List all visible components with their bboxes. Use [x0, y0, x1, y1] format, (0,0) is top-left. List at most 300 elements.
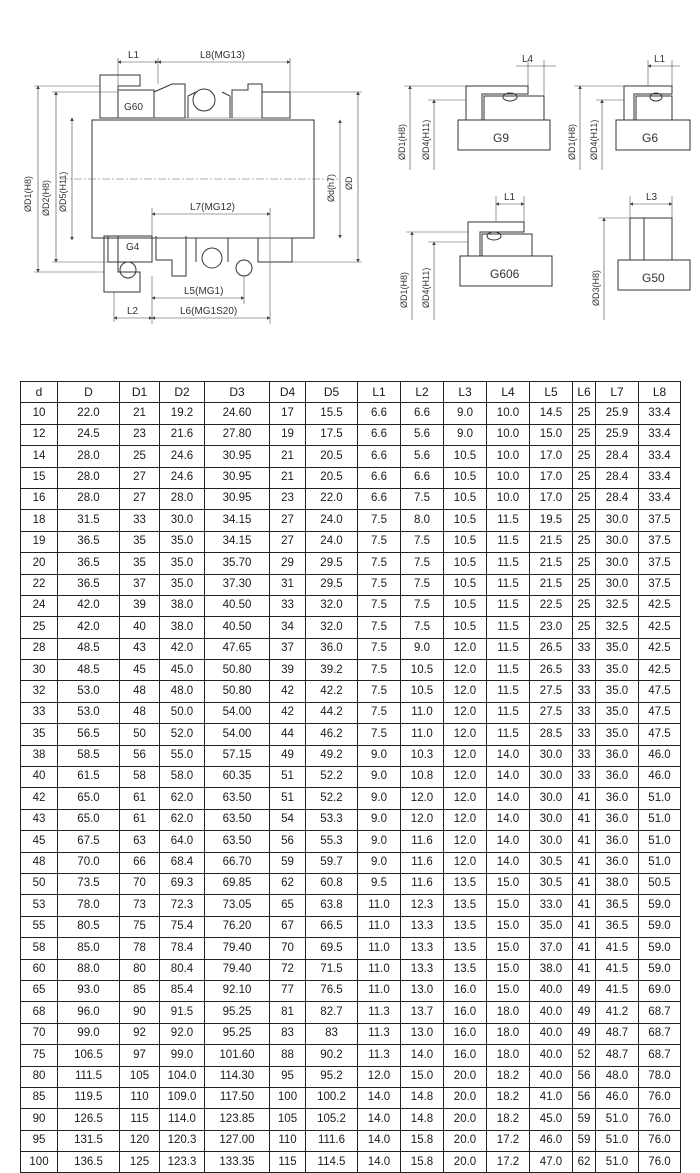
table-cell: 42.5 — [639, 595, 681, 616]
table-row — [21, 809, 681, 830]
table-cell: 41 — [573, 852, 596, 873]
dim-label-l1: L1 — [128, 50, 140, 61]
table-cell: 35.0 — [596, 638, 639, 659]
table-cell: 16.0 — [444, 1023, 487, 1044]
table-cell: 33.4 — [639, 424, 681, 445]
table-cell: 25 — [573, 510, 596, 531]
table-cell: 10.0 — [487, 424, 530, 445]
table-cell: 60.8 — [306, 873, 358, 894]
table-cell: 51 — [270, 767, 306, 788]
table-cell: 35 — [120, 531, 160, 552]
table-cell: 51.0 — [639, 788, 681, 809]
table-cell: 11.5 — [487, 638, 530, 659]
table-cell: 37 — [120, 574, 160, 595]
table-cell: 7.5 — [358, 595, 401, 616]
table-cell: 11.0 — [358, 980, 401, 1001]
table-cell: 42.0 — [58, 595, 120, 616]
table-cell: 45.0 — [530, 1109, 573, 1130]
dim-label-l2: L2 — [127, 306, 139, 317]
table-cell: 10.5 — [444, 488, 487, 509]
table-cell: 10.5 — [444, 510, 487, 531]
table-cell: 81 — [270, 1002, 306, 1023]
table-cell: 24.6 — [160, 446, 205, 467]
table-row — [21, 852, 681, 873]
table-cell: 11.5 — [487, 510, 530, 531]
table-cell: 24 — [21, 595, 58, 616]
table-cell: 7.5 — [358, 531, 401, 552]
table-cell: 11.5 — [487, 617, 530, 638]
table-cell: 41 — [573, 831, 596, 852]
column-header: L5 — [530, 382, 573, 403]
table-cell: 26.5 — [530, 660, 573, 681]
table-cell: 82.7 — [306, 1002, 358, 1023]
table-cell: 30.0 — [530, 831, 573, 852]
table-cell: 57.15 — [205, 745, 270, 766]
table-header-row — [21, 382, 681, 403]
table-cell: 75 — [120, 916, 160, 937]
table-cell: 13.0 — [401, 980, 444, 1001]
table-cell: 62.0 — [160, 788, 205, 809]
table-cell: 56.5 — [58, 724, 120, 745]
table-row — [21, 831, 681, 852]
table-cell: 14.0 — [487, 831, 530, 852]
table-cell: 17.5 — [306, 424, 358, 445]
table-cell: 53 — [21, 895, 58, 916]
table-cell: 11.0 — [358, 938, 401, 959]
dim-label-g9-d1: ØD1(H8) — [397, 123, 407, 160]
table-cell: 25 — [573, 467, 596, 488]
table-row — [21, 681, 681, 702]
table-cell: 13.5 — [444, 895, 487, 916]
table-cell: 47.0 — [530, 1152, 573, 1173]
table-cell: 13.5 — [444, 938, 487, 959]
table-cell: 55.0 — [160, 745, 205, 766]
table-cell: 27.5 — [530, 681, 573, 702]
table-cell: 7.5 — [358, 553, 401, 574]
table-cell: 59.0 — [639, 938, 681, 959]
table-cell: 27.5 — [530, 702, 573, 723]
table-cell: 41 — [573, 895, 596, 916]
table-cell: 15.0 — [487, 938, 530, 959]
table-cell: 7.5 — [358, 510, 401, 531]
table-cell: 10.0 — [487, 467, 530, 488]
table-cell: 67.5 — [58, 831, 120, 852]
table-cell: 10.5 — [444, 553, 487, 574]
table-cell: 115 — [120, 1109, 160, 1130]
table-cell: 49 — [573, 1023, 596, 1044]
table-cell: 77 — [270, 980, 306, 1001]
table-cell: 12.0 — [401, 809, 444, 830]
dimension-table — [20, 381, 681, 1173]
table-cell: 42 — [270, 681, 306, 702]
table-cell: 68.7 — [639, 1002, 681, 1023]
table-cell: 10.5 — [444, 595, 487, 616]
table-cell: 22.0 — [58, 403, 120, 424]
table-cell: 12.0 — [444, 788, 487, 809]
table-cell: 34 — [270, 617, 306, 638]
table-cell: 24.5 — [58, 424, 120, 445]
table-cell: 51.0 — [639, 831, 681, 852]
seat-name-g50: G50 — [642, 271, 665, 285]
seat-name-g6: G6 — [642, 131, 659, 145]
table-cell: 111.5 — [58, 1066, 120, 1087]
table-cell: 19.2 — [160, 403, 205, 424]
table-cell: 20.5 — [306, 446, 358, 467]
table-cell: 69.85 — [205, 873, 270, 894]
table-cell: 27.80 — [205, 424, 270, 445]
dim-label-l6: L6(MG1S20) — [180, 306, 238, 317]
table-cell: 30.0 — [596, 574, 639, 595]
table-cell: 25 — [573, 574, 596, 595]
table-cell: 20.0 — [444, 1152, 487, 1173]
table-cell: 83 — [306, 1023, 358, 1044]
dim-label-g6-d4: ØD4(H11) — [589, 119, 599, 160]
table-cell: 12.0 — [444, 745, 487, 766]
table-cell: 12.3 — [401, 895, 444, 916]
table-cell: 41 — [573, 916, 596, 937]
table-cell: 12.0 — [444, 702, 487, 723]
table-cell: 120 — [120, 1130, 160, 1151]
table-cell: 23.0 — [530, 617, 573, 638]
table-cell: 28 — [21, 638, 58, 659]
table-cell: 14.0 — [487, 745, 530, 766]
table-cell: 33.0 — [530, 895, 573, 916]
table-cell: 20.0 — [444, 1109, 487, 1130]
table-cell: 33 — [573, 745, 596, 766]
table-cell: 36.5 — [58, 574, 120, 595]
table-cell: 13.3 — [401, 938, 444, 959]
table-cell: 73.05 — [205, 895, 270, 916]
table-cell: 20.0 — [444, 1087, 487, 1108]
table-cell: 12.0 — [444, 852, 487, 873]
table-cell: 68.7 — [639, 1045, 681, 1066]
table-cell: 10.5 — [444, 531, 487, 552]
table-cell: 59 — [573, 1130, 596, 1151]
table-cell: 36.0 — [306, 638, 358, 659]
table-cell: 35 — [21, 724, 58, 745]
table-cell: 30.95 — [205, 467, 270, 488]
table-cell: 11.0 — [358, 959, 401, 980]
table-cell: 43 — [120, 638, 160, 659]
table-cell: 53.0 — [58, 702, 120, 723]
table-cell: 46.2 — [306, 724, 358, 745]
table-cell: 104.0 — [160, 1066, 205, 1087]
table-cell: 10.5 — [444, 467, 487, 488]
column-header: D3 — [205, 382, 270, 403]
table-cell: 15 — [21, 467, 58, 488]
table-cell: 40 — [120, 617, 160, 638]
table-cell: 17.0 — [530, 488, 573, 509]
table-cell: 49 — [573, 980, 596, 1001]
table-cell: 28.4 — [596, 488, 639, 509]
table-cell: 36.5 — [596, 895, 639, 916]
table-cell: 35.0 — [596, 724, 639, 745]
table-cell: 75 — [21, 1045, 58, 1066]
table-cell: 52.2 — [306, 767, 358, 788]
table-cell: 14.0 — [487, 852, 530, 873]
table-cell: 10.5 — [444, 574, 487, 595]
table-cell: 58 — [120, 767, 160, 788]
table-cell: 6.6 — [401, 403, 444, 424]
table-row — [21, 916, 681, 937]
table-cell: 46.0 — [639, 745, 681, 766]
table-cell: 35.70 — [205, 553, 270, 574]
table-cell: 61 — [120, 788, 160, 809]
table-cell: 6.6 — [358, 424, 401, 445]
table-cell: 37.30 — [205, 574, 270, 595]
table-cell: 20.0 — [444, 1066, 487, 1087]
table-cell: 16.0 — [444, 1002, 487, 1023]
column-header: L2 — [401, 382, 444, 403]
table-cell: 11.3 — [358, 1002, 401, 1023]
table-cell: 28.4 — [596, 446, 639, 467]
table-cell: 51.0 — [639, 809, 681, 830]
column-header: D4 — [270, 382, 306, 403]
table-cell: 18.0 — [487, 1023, 530, 1044]
table-cell: 30 — [21, 660, 58, 681]
table-cell: 12 — [21, 424, 58, 445]
table-cell: 59.0 — [639, 916, 681, 937]
table-row — [21, 553, 681, 574]
column-header: D — [58, 382, 120, 403]
table-cell: 58.5 — [58, 745, 120, 766]
table-cell: 54.00 — [205, 724, 270, 745]
table-cell: 36.0 — [596, 852, 639, 873]
table-cell: 35.0 — [160, 553, 205, 574]
table-cell: 59.0 — [639, 895, 681, 916]
technical-drawing — [0, 0, 700, 360]
table-cell: 114.30 — [205, 1066, 270, 1087]
table-cell: 13.5 — [444, 959, 487, 980]
table-cell: 15.0 — [401, 1066, 444, 1087]
table-cell: 28.0 — [58, 467, 120, 488]
table-cell: 6.6 — [401, 467, 444, 488]
table-cell: 40.50 — [205, 617, 270, 638]
table-cell: 7.5 — [401, 553, 444, 574]
table-cell: 125 — [120, 1152, 160, 1173]
table-cell: 25 — [120, 446, 160, 467]
table-cell: 92.10 — [205, 980, 270, 1001]
column-header: L1 — [358, 382, 401, 403]
table-cell: 19.5 — [530, 510, 573, 531]
column-header: D2 — [160, 382, 205, 403]
table-cell: 18 — [21, 510, 58, 531]
table-body — [21, 403, 681, 1173]
table-cell: 21 — [120, 403, 160, 424]
table-row — [21, 424, 681, 445]
table-cell: 10.3 — [401, 745, 444, 766]
table-cell: 42.2 — [306, 681, 358, 702]
table-cell: 32.5 — [596, 617, 639, 638]
seat-name-g606: G606 — [490, 267, 520, 281]
table-cell: 80.4 — [160, 959, 205, 980]
table-cell: 42.0 — [58, 617, 120, 638]
table-cell: 37 — [270, 638, 306, 659]
table-row — [21, 724, 681, 745]
table-cell: 28.0 — [58, 488, 120, 509]
table-cell: 70.0 — [58, 852, 120, 873]
table-cell: 11.5 — [487, 574, 530, 595]
table-cell: 25 — [573, 488, 596, 509]
table-row — [21, 1023, 681, 1044]
table-cell: 106.5 — [58, 1045, 120, 1066]
table-row — [21, 702, 681, 723]
table-cell: 92.0 — [160, 1023, 205, 1044]
table-cell: 100 — [21, 1152, 58, 1173]
table-cell: 35.0 — [596, 660, 639, 681]
table-cell: 88 — [270, 1045, 306, 1066]
table-cell: 11.5 — [487, 531, 530, 552]
table-cell: 13.0 — [401, 1023, 444, 1044]
table-cell: 40 — [21, 767, 58, 788]
table-cell: 15.5 — [306, 403, 358, 424]
table-cell: 37.5 — [639, 553, 681, 574]
table-cell: 41 — [573, 809, 596, 830]
table-cell: 100.2 — [306, 1087, 358, 1108]
table-cell: 48 — [120, 681, 160, 702]
table-cell: 50.80 — [205, 681, 270, 702]
table-cell: 105 — [120, 1066, 160, 1087]
table-cell: 8.0 — [401, 510, 444, 531]
table-cell: 62.0 — [160, 809, 205, 830]
table-cell: 51.0 — [639, 852, 681, 873]
table-cell: 17.2 — [487, 1152, 530, 1173]
table-cell: 14.0 — [358, 1109, 401, 1130]
table-cell: 39.2 — [306, 660, 358, 681]
table-cell: 123.85 — [205, 1109, 270, 1130]
table-cell: 7.5 — [358, 638, 401, 659]
table-cell: 95 — [270, 1066, 306, 1087]
table-cell: 35.0 — [160, 574, 205, 595]
table-cell: 14.0 — [401, 1045, 444, 1066]
table-cell: 9.0 — [358, 767, 401, 788]
dim-label-d2: ØD2(H8) — [41, 179, 51, 216]
table-cell: 37.0 — [530, 938, 573, 959]
table-cell: 10.5 — [444, 446, 487, 467]
table-cell: 75.4 — [160, 916, 205, 937]
table-row — [21, 745, 681, 766]
table-cell: 25 — [573, 424, 596, 445]
table-cell: 9.0 — [358, 831, 401, 852]
table-cell: 31.5 — [58, 510, 120, 531]
table-cell: 39 — [120, 595, 160, 616]
table-cell: 36.5 — [58, 553, 120, 574]
table-cell: 19 — [270, 424, 306, 445]
table-cell: 38.0 — [596, 873, 639, 894]
table-cell: 29.5 — [306, 553, 358, 574]
table-cell: 16 — [21, 488, 58, 509]
seat-name-g9: G9 — [493, 131, 510, 145]
table-cell: 25 — [573, 403, 596, 424]
table-cell: 71.5 — [306, 959, 358, 980]
table-cell: 35.0 — [160, 531, 205, 552]
table-cell: 66.70 — [205, 852, 270, 873]
table-cell: 10.0 — [487, 488, 530, 509]
table-cell: 23 — [120, 424, 160, 445]
table-cell: 40.0 — [530, 980, 573, 1001]
table-row — [21, 446, 681, 467]
table-cell: 25.9 — [596, 424, 639, 445]
table-cell: 30.95 — [205, 488, 270, 509]
table-cell: 70 — [120, 873, 160, 894]
table-cell: 59.0 — [639, 959, 681, 980]
table-cell: 25 — [21, 617, 58, 638]
table-cell: 48.7 — [596, 1045, 639, 1066]
table-cell: 20.0 — [444, 1130, 487, 1151]
table-cell: 36.5 — [596, 916, 639, 937]
table-cell: 13.3 — [401, 916, 444, 937]
table-cell: 131.5 — [58, 1130, 120, 1151]
table-cell: 16.0 — [444, 980, 487, 1001]
dim-label-dd: Ød(h7) — [326, 173, 336, 202]
table-cell: 76.0 — [639, 1130, 681, 1151]
table-cell: 35.0 — [530, 916, 573, 937]
table-cell: 54 — [270, 809, 306, 830]
table-cell: 69.5 — [306, 938, 358, 959]
table-cell: 50.80 — [205, 660, 270, 681]
table-cell: 14.0 — [487, 788, 530, 809]
table-cell: 59 — [573, 1109, 596, 1130]
table-cell: 10.5 — [444, 617, 487, 638]
column-header: D1 — [120, 382, 160, 403]
table-cell: 17.2 — [487, 1130, 530, 1151]
table-row — [21, 531, 681, 552]
dim-label-g6-l1: L1 — [654, 54, 666, 65]
table-cell: 6.6 — [358, 467, 401, 488]
seat-g6 — [567, 54, 690, 170]
table-cell: 7.5 — [401, 595, 444, 616]
table-cell: 12.0 — [401, 788, 444, 809]
table-cell: 50 — [21, 873, 58, 894]
table-cell: 11.0 — [358, 895, 401, 916]
table-cell: 7.5 — [401, 574, 444, 595]
table-cell: 69.0 — [639, 980, 681, 1001]
table-cell: 45 — [120, 660, 160, 681]
table-cell: 33.4 — [639, 488, 681, 509]
table-cell: 12.0 — [444, 638, 487, 659]
table-cell: 33 — [573, 638, 596, 659]
table-cell: 37.5 — [639, 574, 681, 595]
table-row — [21, 467, 681, 488]
table-cell: 22.0 — [306, 488, 358, 509]
table-cell: 11.0 — [401, 724, 444, 745]
table-cell: 33 — [573, 660, 596, 681]
table-row — [21, 617, 681, 638]
table-cell: 90 — [120, 1002, 160, 1023]
table-cell: 63.50 — [205, 788, 270, 809]
table-cell: 43 — [21, 809, 58, 830]
table-cell: 29 — [270, 553, 306, 574]
table-cell: 7.5 — [358, 724, 401, 745]
table-cell: 76.0 — [639, 1109, 681, 1130]
table-cell: 53.0 — [58, 681, 120, 702]
table-cell: 32 — [21, 681, 58, 702]
table-row — [21, 1087, 681, 1108]
table-row — [21, 1152, 681, 1173]
table-cell: 12.0 — [444, 767, 487, 788]
table-row — [21, 873, 681, 894]
table-cell: 33 — [270, 595, 306, 616]
table-cell: 28.5 — [530, 724, 573, 745]
table-cell: 7.5 — [358, 574, 401, 595]
table-row — [21, 938, 681, 959]
table-cell: 66.5 — [306, 916, 358, 937]
table-cell: 114.0 — [160, 1109, 205, 1130]
table-cell: 5.6 — [401, 446, 444, 467]
table-cell: 33 — [573, 724, 596, 745]
table-cell: 14.5 — [530, 403, 573, 424]
table-cell: 14.8 — [401, 1109, 444, 1130]
